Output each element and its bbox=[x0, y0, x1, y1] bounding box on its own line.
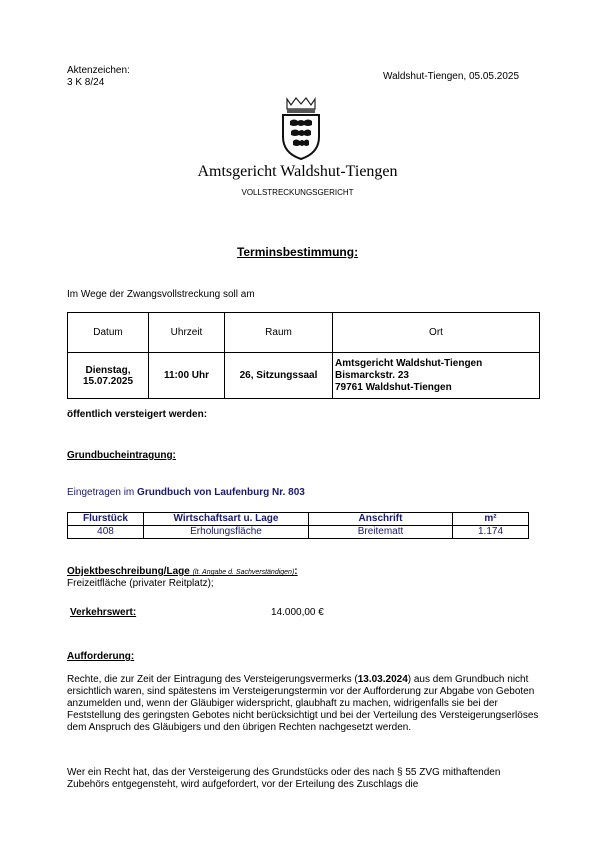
court-name: Amtsgericht Waldshut-Tiengen bbox=[197, 163, 398, 180]
request-paragraph-2: Wer ein Recht hat, das der Versteigerung des Grundstücks oder des nach § 55 ZVG mithaftenden Zubehörs entgegensteht, wird aufgefordert, vor der Erteilung des Zuschlags die bbox=[67, 767, 501, 790]
parcel-table bbox=[67, 512, 529, 539]
request-paragraph-1: Rechte, die zur Zeit der Eintragung des Versteigerungsvermerks (13.03.2024) aus dem Grundbuch nicht ersichtlich waren, sind spätestens im Versteigerungstermin vor der Aufforderung zur Abgabe von Geboten anzumelden und, wenn der Gläubiger widerspricht, glaubhaft zu machen, widrigenfalls sie bei der Feststellung des geringsten Gebotes nicht berücksichtigt und bei der Verteilung des Versteigerungserlöses dem Anspruch des Gläubigers und den übrigen Rechten nachgesetzt werden. bbox=[67, 674, 539, 733]
appointment-room: 26, Sitzungssaal bbox=[225, 353, 333, 399]
reference-label: Aktenzeichen: bbox=[67, 65, 130, 76]
header-area: m² bbox=[453, 513, 529, 526]
appointment-place: Amtsgericht Waldshut-Tiengen Bismarckstr. 23 79761 Waldshut-Tiengen bbox=[333, 353, 540, 399]
intro-text: Im Wege der Zwangsvollstreckung soll am bbox=[67, 289, 255, 300]
sale-note: öffentlich versteigert werden: bbox=[67, 409, 208, 420]
reference-number: 3 K 8/24 bbox=[67, 77, 105, 88]
object-description: Freizeitfläche (privater Reitplatz); bbox=[67, 578, 214, 589]
header-usage: Wirtschaftsart u. Lage bbox=[144, 513, 309, 526]
header-place: Ort bbox=[333, 313, 540, 353]
appointment-table bbox=[67, 312, 540, 399]
header-address: Anschrift bbox=[309, 513, 453, 526]
object-heading-note: (lt. Angabe d. Sachverständigen) bbox=[192, 569, 295, 576]
appointment-time: 11:00 Uhr bbox=[149, 353, 225, 399]
header-time: Uhrzeit bbox=[149, 313, 225, 353]
header-room: Raum bbox=[225, 313, 333, 353]
appointment-date: Dienstag, 15.07.2025 bbox=[68, 353, 149, 399]
land-register-entry: Eingetragen im Grundbuch von Laufenburg Nr. 803 bbox=[67, 487, 305, 498]
table-row: 408 Erholungsfläche Breitematt 1.174 bbox=[68, 526, 529, 539]
land-register-heading: Grundbucheintragung: bbox=[67, 450, 176, 461]
header-date: Datum bbox=[68, 313, 149, 353]
market-value: 14.000,00 € bbox=[271, 607, 324, 618]
object-heading: Objektbeschreibung/Lage (lt. Angabe d. Sachverständigen): bbox=[67, 566, 298, 577]
header-parcel: Flurstück bbox=[68, 513, 144, 526]
market-value-label: Verkehrswert: bbox=[70, 607, 137, 618]
coat-of-arms-icon bbox=[279, 97, 323, 161]
place-date: Waldshut-Tiengen, 05.05.2025 bbox=[383, 71, 520, 82]
reference-block bbox=[67, 65, 130, 89]
document-title: Terminsbestimmung: bbox=[236, 245, 359, 259]
request-heading: Aufforderung: bbox=[67, 651, 135, 662]
court-department: VOLLSTRECKUNGSGERICHT bbox=[241, 188, 354, 197]
